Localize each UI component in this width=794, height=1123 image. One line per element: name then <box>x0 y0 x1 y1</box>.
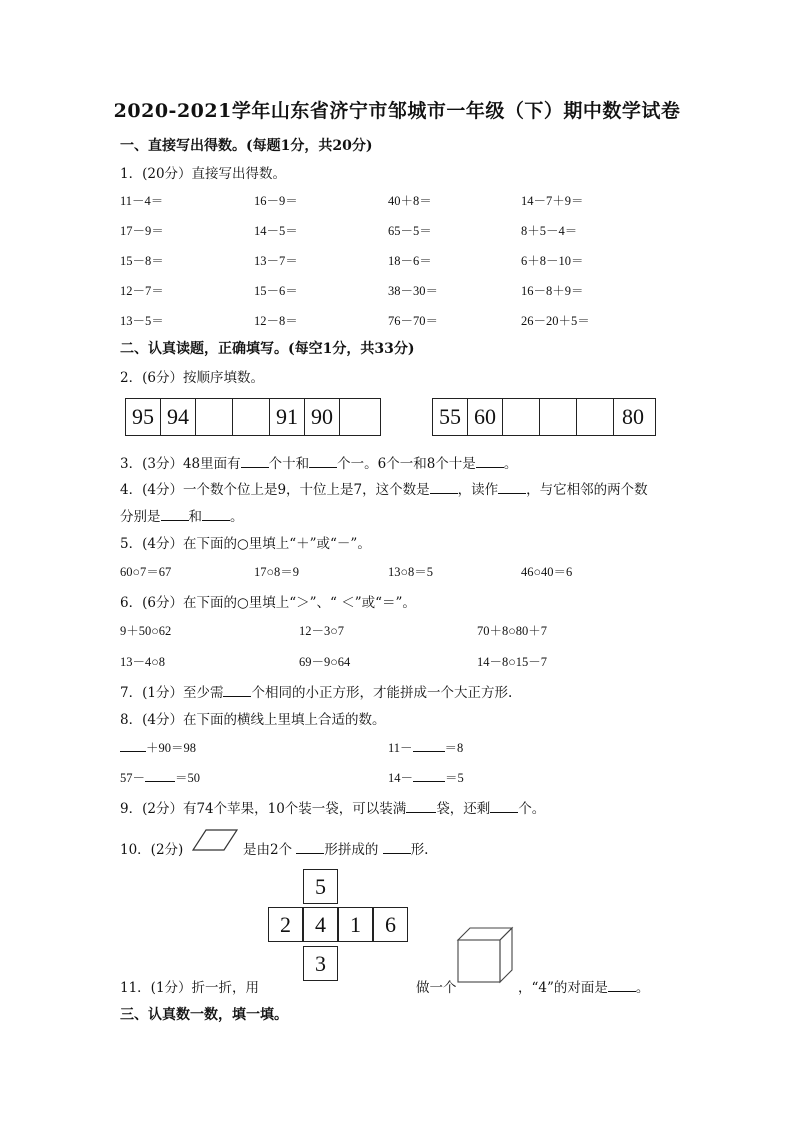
q11-text: ，“4”的对面是 <box>518 980 608 996</box>
q8-expr: 11－ <box>388 741 413 755</box>
q11-text: 11．(1分）折一折，用 <box>120 980 260 996</box>
q10-line <box>243 838 428 858</box>
net-cell: 4 <box>303 907 338 942</box>
q8-expr: 57－ <box>120 771 146 785</box>
net-cell: 1 <box>338 907 373 942</box>
sequence-grid-1 <box>125 398 381 436</box>
q3-text: 个一。6个一和8个十是 <box>337 456 476 472</box>
q4-text: 4．(4分）一个数个位上是9，十位上是7，这个数是 <box>120 482 430 498</box>
q8-item <box>120 738 196 756</box>
q5-item[interactable]: 17○8＝9 <box>254 565 300 579</box>
answer-blank[interactable] <box>161 508 189 521</box>
answer-blank[interactable] <box>498 481 526 494</box>
q1-item: 16－8＋9＝ <box>521 284 584 298</box>
q1-item: 16－9＝ <box>254 194 298 208</box>
q1-item: 12－7＝ <box>120 284 164 298</box>
q1-item: 14－5＝ <box>254 224 298 238</box>
q11-text: 。 <box>635 980 650 996</box>
q1-item: 40＋8＝ <box>388 194 432 208</box>
q6-text: 6．(6分）在下面的○里填上“＞”、“ ＜”或“＝”。 <box>120 595 416 611</box>
grid-cell[interactable] <box>540 399 577 435</box>
q1-item: 18－6＝ <box>388 254 432 268</box>
q4-text: 分别是 <box>120 509 161 525</box>
q9-text: 9．(2分）有74个苹果，10个装一袋，可以装满 <box>120 801 407 817</box>
q1-item: 13－7＝ <box>254 254 298 268</box>
net-cell: 5 <box>303 869 338 904</box>
q1-item: 38－30＝ <box>388 284 439 298</box>
q1-item: 6＋8－10＝ <box>521 254 584 268</box>
q11-text: 做一个 <box>416 980 457 996</box>
grid-cell: 91 <box>270 399 305 435</box>
q1-item: 14－7＋9＝ <box>521 194 584 208</box>
answer-blank[interactable] <box>476 455 504 468</box>
q5-item[interactable]: 60○7＝67 <box>120 565 172 579</box>
q6-item[interactable]: 69－9○64 <box>299 655 351 669</box>
answer-blank[interactable] <box>241 455 269 468</box>
answer-blank[interactable] <box>202 508 230 521</box>
section1-heading: 一、直接写出得数。(每题1分，共20分) <box>120 138 373 154</box>
grid-cell: 94 <box>161 399 196 435</box>
section3-heading: 三、认真数一数，填一填。 <box>120 1007 288 1023</box>
q4-text: ，读作 <box>457 482 499 498</box>
answer-blank[interactable] <box>413 739 445 752</box>
grid-cell[interactable] <box>503 399 540 435</box>
q1-item: 65－5＝ <box>388 224 432 238</box>
q1-item: 12－8＝ <box>254 314 298 328</box>
answer-blank[interactable] <box>490 800 518 813</box>
q8-expr: ＋90＝98 <box>146 741 197 755</box>
answer-blank[interactable] <box>383 841 411 854</box>
q9-text: 个。 <box>518 801 546 817</box>
q4-text: ，与它相邻的两个数 <box>526 482 648 498</box>
q6-item[interactable]: 9＋50○62 <box>120 624 172 638</box>
q1-item: 15－8＝ <box>120 254 164 268</box>
page-title: 2020-2021学年山东省济宁市邹城市一年级（下）期中数学试卷 <box>113 100 681 122</box>
q1-item: 15－6＝ <box>254 284 298 298</box>
q7-text: 7．(1分）至少需 <box>120 685 224 701</box>
answer-blank[interactable] <box>296 841 324 854</box>
q8-text: 8．(4分）在下面的横线上里填上合适的数。 <box>120 712 386 728</box>
q3-line <box>120 452 517 472</box>
q9-text: 袋，还剩 <box>436 801 491 817</box>
cube-figure <box>456 926 516 986</box>
grid-cell: 90 <box>305 399 340 435</box>
answer-blank[interactable] <box>309 455 337 468</box>
q1-text: 1．(20分）直接写出得数。 <box>120 166 287 182</box>
q3-text: 3．(3分）48里面有 <box>120 456 241 472</box>
grid-cell: 95 <box>126 399 161 435</box>
sequence-grid-2 <box>432 398 656 436</box>
grid-cell: 60 <box>468 399 503 435</box>
net-cell: 6 <box>373 907 408 942</box>
q3-text: 个十和 <box>268 456 310 472</box>
grid-cell[interactable] <box>196 399 233 435</box>
q8-expr: ＝50 <box>175 771 201 785</box>
answer-blank[interactable] <box>608 979 636 992</box>
grid-cell: 55 <box>433 399 468 435</box>
q6-item[interactable]: 14－8○15－7 <box>477 655 548 669</box>
q1-item: 11－4＝ <box>120 194 164 208</box>
q5-item[interactable]: 13○8＝5 <box>388 565 434 579</box>
q10-text: 形. <box>410 842 429 858</box>
q6-item[interactable]: 13－4○8 <box>120 655 166 669</box>
q11-line <box>518 976 649 996</box>
q6-item[interactable]: 70＋8○80＋7 <box>477 624 548 638</box>
q7-text: 个相同的小正方形，才能拼成一个大正方形. <box>251 685 513 701</box>
grid-cell[interactable] <box>233 399 270 435</box>
q7-line <box>120 681 512 701</box>
q4-line1 <box>120 478 648 498</box>
q2-text: 2．(6分）按顺序填数。 <box>120 370 264 386</box>
q10-text: 形拼成的 <box>324 842 379 858</box>
net-cell: 2 <box>268 907 303 942</box>
section2-heading: 二、认真读题，正确填写。(每空1分，共33分) <box>120 341 415 357</box>
answer-blank[interactable] <box>223 684 251 697</box>
grid-cell[interactable] <box>577 399 614 435</box>
q4-text: 和 <box>188 509 202 525</box>
q1-item: 17－9＝ <box>120 224 164 238</box>
q4-line2 <box>120 505 244 525</box>
q9-line <box>120 797 545 817</box>
q1-item: 26－20＋5＝ <box>521 314 590 328</box>
q8-expr: ＝5 <box>445 771 464 785</box>
q5-text: 5．(4分）在下面的○里填上“＋”或“－”。 <box>120 536 371 552</box>
q8-expr: 14－ <box>388 771 414 785</box>
q1-item: 8＋5－4＝ <box>521 224 578 238</box>
q6-item[interactable]: 12－3○7 <box>299 624 345 638</box>
answer-blank[interactable] <box>406 800 436 813</box>
q4-text: 。 <box>230 509 244 525</box>
answer-blank[interactable] <box>145 769 175 782</box>
answer-blank[interactable] <box>120 739 146 752</box>
parallelogram-figure <box>192 829 238 851</box>
answer-blank[interactable] <box>430 481 458 494</box>
q10-text: 10．(2分) <box>120 842 184 858</box>
q8-item <box>388 738 463 756</box>
q8-item <box>120 768 200 786</box>
grid-cell[interactable] <box>340 399 375 435</box>
q10-text: 是由2个 <box>243 842 293 858</box>
answer-blank[interactable] <box>413 769 445 782</box>
q3-text: 。 <box>503 456 518 472</box>
q1-item: 13－5＝ <box>120 314 164 328</box>
net-cell: 3 <box>303 946 338 981</box>
q5-item[interactable]: 46○40＝6 <box>521 565 573 579</box>
q8-expr: ＝8 <box>444 741 464 755</box>
q8-item <box>388 768 464 786</box>
grid-cell: 80 <box>622 404 644 429</box>
q1-item: 76－70＝ <box>388 314 439 328</box>
